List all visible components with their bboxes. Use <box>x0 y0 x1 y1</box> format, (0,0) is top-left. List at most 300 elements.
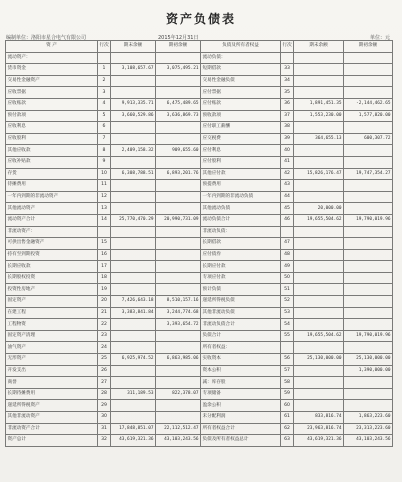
asset-item: 固定资产清理 <box>6 330 98 342</box>
liability-item: 其他流动负债 <box>201 203 281 215</box>
liability-begin-value <box>344 156 393 168</box>
asset-row-no: 12 <box>98 191 111 203</box>
balance-sheet-table <box>5 40 393 447</box>
liability-item: 递延所得税负债 <box>201 296 281 308</box>
liability-item: 其他应付款 <box>201 168 281 180</box>
asset-item: 非流动资产合计 <box>6 423 98 435</box>
asset-item: 应收补贴款 <box>6 156 98 168</box>
asset-item: 流动资产： <box>6 52 98 64</box>
header-begin-balance: 期初余额 <box>156 41 201 53</box>
asset-item: 可供出售金融资产 <box>6 238 98 250</box>
asset-row-no: 1 <box>98 64 111 76</box>
liability-row-no: 58 <box>281 377 294 389</box>
liability-row-no: 44 <box>281 191 294 203</box>
table-row <box>6 249 393 261</box>
liability-begin-value <box>344 75 393 87</box>
liability-item: 预收款项 <box>201 110 281 122</box>
company-name: 编制单位：洛阳市星合电气有限公司 <box>6 35 87 41</box>
header-end-balance-2: 期末余额 <box>294 41 344 53</box>
asset-item: 其他非流动资产 <box>6 412 98 424</box>
table-row <box>6 365 393 377</box>
liability-end-value: 15,826,176.47 <box>294 168 344 180</box>
asset-item: 长期待摊费用 <box>6 388 98 400</box>
asset-end-value <box>111 180 156 192</box>
asset-end-value <box>111 203 156 215</box>
asset-begin-value: 8,510,157.16 <box>156 296 201 308</box>
asset-row-no: 13 <box>98 203 111 215</box>
liability-begin-value <box>344 400 393 412</box>
asset-begin-value: 3,075,495.21 <box>156 64 201 76</box>
asset-item: 应收利息 <box>6 122 98 134</box>
asset-row-no: 11 <box>98 180 111 192</box>
table-row <box>6 400 393 412</box>
table-row <box>6 261 393 273</box>
liability-row-no: 63 <box>281 435 294 447</box>
asset-end-value: 311,189.53 <box>111 388 156 400</box>
liability-end-value: 364,655.13 <box>294 133 344 145</box>
asset-item: 油气资产 <box>6 342 98 354</box>
liability-item: 短期借款 <box>201 64 281 76</box>
asset-begin-value <box>156 122 201 134</box>
asset-end-value: 3,108,657.67 <box>111 64 156 76</box>
asset-begin-value <box>156 226 201 238</box>
liability-item: 盈余公积 <box>201 400 281 412</box>
table-row <box>6 412 393 424</box>
asset-end-value <box>111 191 156 203</box>
table-row <box>6 122 393 134</box>
asset-begin-value: 6,863,985.06 <box>156 354 201 366</box>
table-row <box>6 203 393 215</box>
liability-begin-value: 600,307.72 <box>344 133 393 145</box>
asset-begin-value <box>156 52 201 64</box>
table-row <box>6 377 393 389</box>
liability-row-no: 33 <box>281 64 294 76</box>
liability-item: 非流动负债： <box>201 226 281 238</box>
asset-end-value <box>111 238 156 250</box>
liability-end-value <box>294 75 344 87</box>
liability-item: 应付票据 <box>201 87 281 99</box>
liability-row-no: 50 <box>281 272 294 284</box>
asset-end-value <box>111 284 156 296</box>
liability-row-no: 49 <box>281 261 294 273</box>
asset-row-no: 4 <box>98 98 111 110</box>
header-row-no: 行次 <box>98 41 111 53</box>
liability-begin-value <box>344 52 393 64</box>
liability-item: 流动负债合计 <box>201 214 281 226</box>
asset-begin-value <box>156 342 201 354</box>
liability-begin-value: 1,863,223.60 <box>344 412 393 424</box>
asset-end-value <box>111 319 156 331</box>
liability-end-value <box>294 145 344 157</box>
asset-row-no: 5 <box>98 110 111 122</box>
asset-end-value: 7,426,643.18 <box>111 296 156 308</box>
liability-begin-value <box>344 307 393 319</box>
asset-begin-value <box>156 249 201 261</box>
table-row <box>6 145 393 157</box>
liability-end-value <box>294 296 344 308</box>
liability-item: 所有者权益合计 <box>201 423 281 435</box>
liability-begin-value <box>344 296 393 308</box>
liability-row-no: 41 <box>281 156 294 168</box>
asset-end-value <box>111 412 156 424</box>
liability-begin-value <box>344 388 393 400</box>
table-row <box>6 98 393 110</box>
asset-end-value <box>111 261 156 273</box>
asset-begin-value: 3,636,869.73 <box>156 110 201 122</box>
asset-end-value <box>111 377 156 389</box>
liability-end-value: 19,655,504.62 <box>294 214 344 226</box>
asset-end-value: 6,308,788.51 <box>111 168 156 180</box>
table-row <box>6 354 393 366</box>
liability-begin-value <box>344 180 393 192</box>
liability-item: 专项应付款 <box>201 272 281 284</box>
asset-end-value <box>111 272 156 284</box>
asset-item: 流动资产合计 <box>6 214 98 226</box>
asset-row-no: 21 <box>98 307 111 319</box>
asset-item: 交易性金融资产 <box>6 75 98 87</box>
liability-item: 应交税费 <box>201 133 281 145</box>
table-row <box>6 319 393 331</box>
asset-begin-value <box>156 191 201 203</box>
liability-begin-value <box>344 145 393 157</box>
liability-item: 负债及所有者权益总计 <box>201 435 281 447</box>
asset-end-value <box>111 87 156 99</box>
liability-item: 资本公积 <box>201 365 281 377</box>
asset-item: 工程物资 <box>6 319 98 331</box>
liability-item: 应付账款 <box>201 98 281 110</box>
header-asset: 资 产 <box>6 41 98 53</box>
liability-item: 所有者权益： <box>201 342 281 354</box>
asset-row-no: 9 <box>98 156 111 168</box>
asset-item: 预付款项 <box>6 110 98 122</box>
liability-item: 流动负债： <box>201 52 281 64</box>
asset-item: 长期应收款 <box>6 261 98 273</box>
asset-item: 商誉 <box>6 377 98 389</box>
liability-end-value <box>294 52 344 64</box>
asset-row-no: 26 <box>98 365 111 377</box>
asset-row-no <box>98 226 111 238</box>
table-row <box>6 238 393 250</box>
liability-begin-value <box>344 284 393 296</box>
asset-row-no: 22 <box>98 319 111 331</box>
liability-item: 一年内到期的非流动负债 <box>201 191 281 203</box>
liability-row-no: 48 <box>281 249 294 261</box>
asset-end-value: 43,619,321.36 <box>111 435 156 447</box>
liability-item: 交易性金融负债 <box>201 75 281 87</box>
liability-item: 长期应付款 <box>201 261 281 273</box>
table-row <box>6 423 393 435</box>
asset-row-no: 31 <box>98 423 111 435</box>
asset-row-no: 10 <box>98 168 111 180</box>
asset-begin-value <box>156 330 201 342</box>
report-date: 2015年12月31日 <box>158 35 199 41</box>
liability-end-value <box>294 191 344 203</box>
asset-row-no: 19 <box>98 284 111 296</box>
asset-begin-value <box>156 87 201 99</box>
table-row <box>6 191 393 203</box>
page-title: 资产负债表 <box>165 12 236 26</box>
liability-item: 预提费用 <box>201 180 281 192</box>
asset-item: 其他流动资产 <box>6 203 98 215</box>
asset-begin-value <box>156 400 201 412</box>
liability-item: 长期借款 <box>201 238 281 250</box>
asset-item: 在建工程 <box>6 307 98 319</box>
liability-row-no: 53 <box>281 307 294 319</box>
asset-begin-value: 43,103,243.56 <box>156 435 201 447</box>
liability-row-no: 42 <box>281 168 294 180</box>
asset-end-value <box>111 52 156 64</box>
liability-begin-value: 19,790,019.96 <box>344 214 393 226</box>
liability-row-no: 35 <box>281 87 294 99</box>
liability-begin-value <box>344 191 393 203</box>
liability-end-value <box>294 156 344 168</box>
liability-row-no: 39 <box>281 133 294 145</box>
table-row <box>6 87 393 99</box>
liability-end-value: 43,619,321.36 <box>294 435 344 447</box>
liability-end-value: 833,816.74 <box>294 412 344 424</box>
asset-end-value <box>111 156 156 168</box>
asset-row-no: 30 <box>98 412 111 424</box>
liability-row-no <box>281 342 294 354</box>
asset-end-value <box>111 75 156 87</box>
asset-begin-value <box>156 156 201 168</box>
liability-end-value <box>294 122 344 134</box>
asset-row-no: 2 <box>98 75 111 87</box>
liability-row-no: 34 <box>281 75 294 87</box>
asset-end-value: 9,913,335.71 <box>111 98 156 110</box>
liability-end-value <box>294 284 344 296</box>
asset-begin-value <box>156 133 201 145</box>
liability-end-value <box>294 400 344 412</box>
asset-row-no: 25 <box>98 354 111 366</box>
liability-begin-value: 19,790,019.96 <box>344 330 393 342</box>
liability-row-no: 56 <box>281 354 294 366</box>
header-liability: 负债及所有者权益 <box>201 41 281 53</box>
asset-begin-value <box>156 365 201 377</box>
asset-row-no: 23 <box>98 330 111 342</box>
asset-row-no: 8 <box>98 145 111 157</box>
asset-item: 非流动资产： <box>6 226 98 238</box>
liability-row-no: 60 <box>281 400 294 412</box>
asset-item: 投资性房地产 <box>6 284 98 296</box>
liability-begin-value: 43,103,243.56 <box>344 435 393 447</box>
liability-item: 应付利息 <box>201 145 281 157</box>
asset-row-no: 16 <box>98 249 111 261</box>
table-header-row <box>6 41 393 53</box>
liability-row-no: 40 <box>281 145 294 157</box>
liability-end-value <box>294 180 344 192</box>
liability-end-value <box>294 388 344 400</box>
table-row <box>6 214 393 226</box>
asset-begin-value: 3,244,774.68 <box>156 307 201 319</box>
header-row-no-2: 行次 <box>281 41 294 53</box>
asset-item: 资产总计 <box>6 435 98 447</box>
liability-row-no: 36 <box>281 98 294 110</box>
asset-row-no: 18 <box>98 272 111 284</box>
liability-begin-value: 23,313,223.60 <box>344 423 393 435</box>
asset-begin-value: 22,112,512.47 <box>156 423 201 435</box>
asset-begin-value <box>156 203 201 215</box>
liability-row-no: 62 <box>281 423 294 435</box>
asset-row-no: 17 <box>98 261 111 273</box>
asset-row-no: 20 <box>98 296 111 308</box>
asset-item: 开发支出 <box>6 365 98 377</box>
liability-begin-value <box>344 249 393 261</box>
asset-end-value: 3,383,841.84 <box>111 307 156 319</box>
liability-begin-value <box>344 203 393 215</box>
liability-row-no: 52 <box>281 296 294 308</box>
liability-item: 专项储备 <box>201 388 281 400</box>
liability-begin-value: 1,577,820.00 <box>344 110 393 122</box>
asset-end-value: 6,925,974.52 <box>111 354 156 366</box>
asset-row-no: 24 <box>98 342 111 354</box>
liability-begin-value: -2,144,462.65 <box>344 98 393 110</box>
asset-begin-value <box>156 284 201 296</box>
asset-end-value: 17,848,851.07 <box>111 423 156 435</box>
asset-item: 其他应收款 <box>6 145 98 157</box>
asset-begin-value <box>156 261 201 273</box>
liability-end-value: 1,891,451.35 <box>294 98 344 110</box>
liability-row-no: 57 <box>281 365 294 377</box>
asset-begin-value: 20,990,731.09 <box>156 214 201 226</box>
asset-end-value: 25,770,470.29 <box>111 214 156 226</box>
liability-begin-value: 1,390,000.00 <box>344 365 393 377</box>
asset-begin-value <box>156 238 201 250</box>
asset-begin-value: 909,655.60 <box>156 145 201 157</box>
asset-end-value <box>111 400 156 412</box>
asset-begin-value <box>156 272 201 284</box>
liability-item: 应付债券 <box>201 249 281 261</box>
header-end-balance: 期末余额 <box>111 41 156 53</box>
liability-end-value: 25,130,000.00 <box>294 354 344 366</box>
asset-end-value <box>111 330 156 342</box>
table-row <box>6 156 393 168</box>
asset-end-value <box>111 122 156 134</box>
asset-row-no: 32 <box>98 435 111 447</box>
liability-begin-value <box>344 342 393 354</box>
liability-row-no: 47 <box>281 238 294 250</box>
liability-item: 应付职工薪酬 <box>201 122 281 134</box>
liability-item: 应付股利 <box>201 156 281 168</box>
asset-begin-value: 3,393,654.72 <box>156 319 201 331</box>
table-row <box>6 272 393 284</box>
liability-end-value <box>294 226 344 238</box>
asset-item: 货币资金 <box>6 64 98 76</box>
table-row <box>6 330 393 342</box>
asset-begin-value: 6,475,489.65 <box>156 98 201 110</box>
asset-end-value <box>111 342 156 354</box>
liability-begin-value <box>344 226 393 238</box>
liability-end-value <box>294 87 344 99</box>
asset-item: 应收账款 <box>6 98 98 110</box>
asset-end-value <box>111 249 156 261</box>
liability-end-value <box>294 64 344 76</box>
liability-row-no: 54 <box>281 319 294 331</box>
liability-row-no: 45 <box>281 203 294 215</box>
table-row <box>6 226 393 238</box>
asset-begin-value: 822,378.07 <box>156 388 201 400</box>
asset-item: 应收票据 <box>6 87 98 99</box>
asset-begin-value: 6,893,201.76 <box>156 168 201 180</box>
table-row <box>6 110 393 122</box>
asset-begin-value <box>156 377 201 389</box>
table-row <box>6 168 393 180</box>
table-row <box>6 284 393 296</box>
asset-item: 递延所得税资产 <box>6 400 98 412</box>
asset-row-no: 14 <box>98 214 111 226</box>
table-row <box>6 52 393 64</box>
liability-begin-value <box>344 377 393 389</box>
asset-end-value <box>111 365 156 377</box>
liability-end-value <box>294 249 344 261</box>
asset-row-no: 28 <box>98 388 111 400</box>
table-row <box>6 296 393 308</box>
liability-begin-value <box>344 87 393 99</box>
liability-row-no: 37 <box>281 110 294 122</box>
liability-end-value: 20,000.00 <box>294 203 344 215</box>
asset-row-no: 27 <box>98 377 111 389</box>
asset-item: 无形资产 <box>6 354 98 366</box>
table-row <box>6 180 393 192</box>
liability-begin-value: 25,130,000.00 <box>344 354 393 366</box>
liability-row-no: 43 <box>281 180 294 192</box>
table-row <box>6 342 393 354</box>
asset-end-value: 2,409,158.32 <box>111 145 156 157</box>
table-row <box>6 435 393 447</box>
asset-row-no: 29 <box>98 400 111 412</box>
table-row <box>6 133 393 145</box>
liability-end-value <box>294 238 344 250</box>
liability-end-value <box>294 319 344 331</box>
liability-end-value: 1,553,230.00 <box>294 110 344 122</box>
asset-item: 待摊费用 <box>6 180 98 192</box>
asset-begin-value <box>156 180 201 192</box>
liability-row-no: 38 <box>281 122 294 134</box>
liability-item: 预计负债 <box>201 284 281 296</box>
liability-begin-value <box>344 319 393 331</box>
table-row <box>6 388 393 400</box>
liability-begin-value <box>344 238 393 250</box>
liability-end-value <box>294 261 344 273</box>
liability-begin-value: 19,747,354.27 <box>344 168 393 180</box>
liability-item: 减：库存股 <box>201 377 281 389</box>
asset-end-value: 3,660,529.86 <box>111 110 156 122</box>
liability-row-no <box>281 226 294 238</box>
liability-begin-value <box>344 261 393 273</box>
liability-row-no <box>281 52 294 64</box>
asset-end-value <box>111 133 156 145</box>
liability-row-no: 51 <box>281 284 294 296</box>
asset-item: 存货 <box>6 168 98 180</box>
liability-begin-value <box>344 64 393 76</box>
asset-row-no: 3 <box>98 87 111 99</box>
liability-item: 未分配利润 <box>201 412 281 424</box>
liability-end-value <box>294 365 344 377</box>
asset-row-no: 7 <box>98 133 111 145</box>
asset-item: 一年内到期的非流动资产 <box>6 191 98 203</box>
table-row <box>6 307 393 319</box>
liability-item: 负债合计 <box>201 330 281 342</box>
asset-item: 应收股利 <box>6 133 98 145</box>
asset-row-no: 6 <box>98 122 111 134</box>
liability-row-no: 55 <box>281 330 294 342</box>
liability-item: 实收资本 <box>201 354 281 366</box>
liability-begin-value <box>344 122 393 134</box>
liability-end-value <box>294 307 344 319</box>
liability-row-no: 59 <box>281 388 294 400</box>
liability-item: 其他非流动负债 <box>201 307 281 319</box>
liability-row-no: 46 <box>281 214 294 226</box>
